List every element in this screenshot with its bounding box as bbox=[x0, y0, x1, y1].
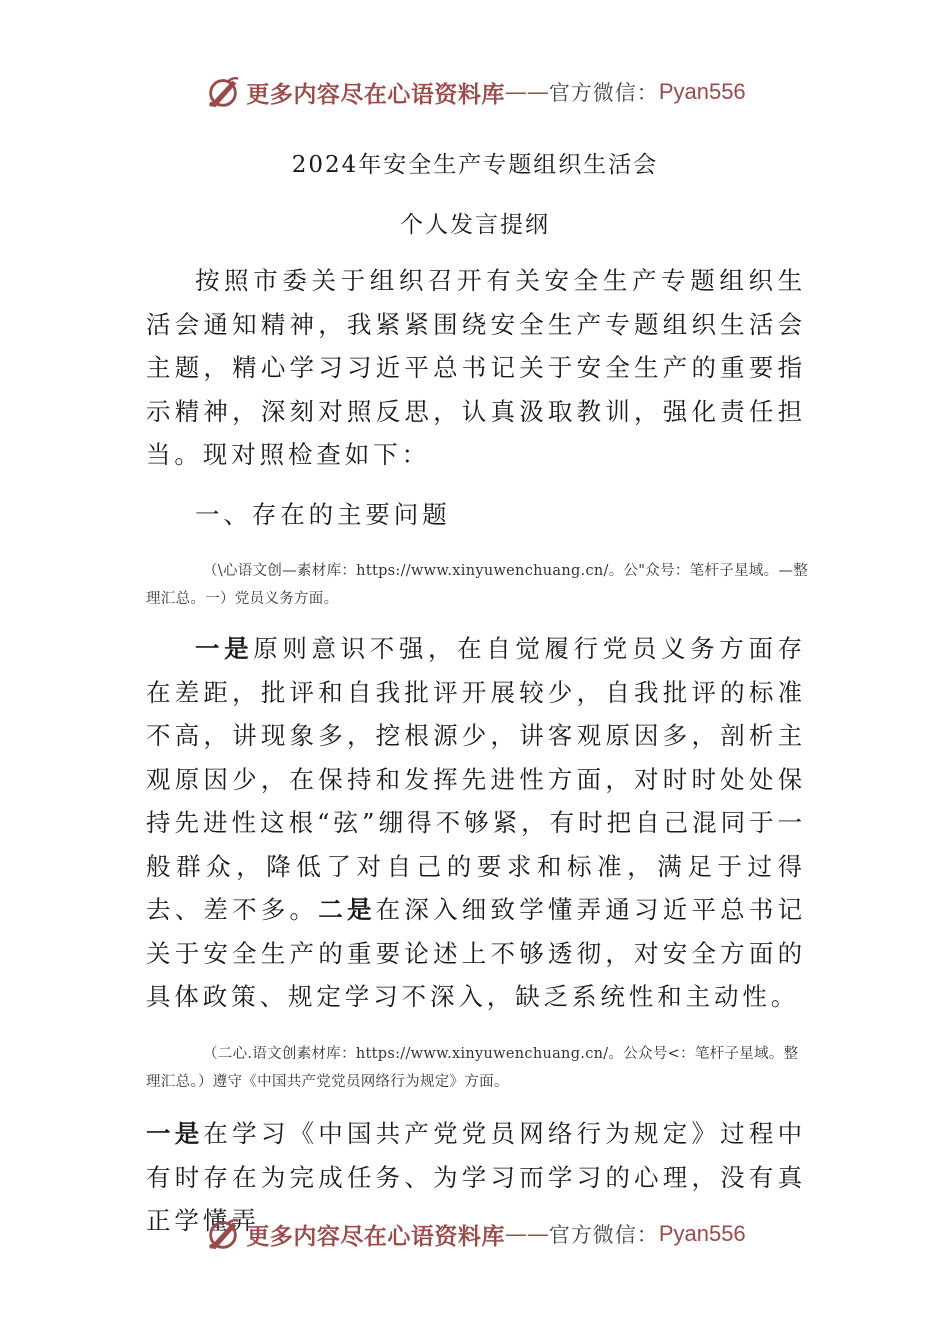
problem-text-3: 在学习《中国共产党党员网络行为规定》过程中有时存在为完成任务、为学习而学习的心理，没有真正学懂弄 bbox=[146, 1119, 806, 1235]
footer-banner bbox=[0, 1214, 950, 1254]
document-subtitle: 个人发言提纲 bbox=[400, 212, 550, 238]
banner-wechat-label: 官方微信： bbox=[548, 81, 659, 105]
stamp-logo-icon bbox=[204, 1215, 242, 1253]
document-title: 2024年安全生产专题组织生活会 bbox=[291, 152, 659, 178]
banner-wechat-id: Pyan556 bbox=[658, 1221, 746, 1246]
banner-dash: —— bbox=[504, 79, 549, 105]
problem-text-2: 在深入细致学懂弄通习近平总书记关于安全生产的重要论述上不够透彻，对安全方面的具体政策、规定学习不深入，缺乏系统性和主动性。 bbox=[146, 895, 806, 1011]
intro-paragraph: 按照市委关于组织召开有关安全生产专题组织生活会通知精神，我紧紧围绕安全生产专题组织生活会主题，精心学习习近平总书记关于安全生产的重要指示精神，深刻对照反思，认真汲取教训，强化责任担当。现对照检查如下： bbox=[146, 266, 806, 469]
section-heading: 一、存在的主要问题 bbox=[195, 500, 451, 529]
banner-wechat-label: 官方微信： bbox=[548, 1223, 659, 1247]
lead-er-shi: 二是 bbox=[318, 895, 376, 924]
banner-brand-text: 更多内容尽在心语资料库 bbox=[246, 80, 505, 108]
banner-brand-text: 更多内容尽在心语资料库 bbox=[246, 1222, 505, 1250]
banner-dash: —— bbox=[504, 1221, 549, 1247]
source-note-2: （二心.语文创素材库：https://www.xinyuwenchuang.cn/。公众号<：笔杆子星域。整理汇总。）遵守《中国共产党党员网络行为规定》方面。 bbox=[146, 1046, 799, 1090]
source-note-1: （\心语文创—素材库：https://www.xinyuwenchuang.cn/。公"众号：笔杆子星域。—整理汇总。一）党员义务方面。 bbox=[146, 563, 809, 607]
lead-yi-shi-2: 一是 bbox=[146, 1119, 204, 1148]
lead-yi-shi: 一是 bbox=[195, 634, 254, 663]
header-banner bbox=[0, 72, 950, 112]
stamp-logo-icon bbox=[204, 73, 242, 111]
problem-paragraph-1 bbox=[146, 627, 806, 1019]
problem-text-1: 原则意识不强，在自觉履行党员义务方面存在差距，批评和自我批评开展较少，自我批评的标准不高，讲现象多，挖根源少，讲客观原因多，剖析主观原因少，在保持和发挥先进性方面，对时时处处保持先进性这根“弦”绷得不够紧，有时把自己混同于一般群众，降低了对自己的要求和标准，满足于过得去、差不多。 bbox=[146, 634, 806, 924]
banner-wechat-id: Pyan556 bbox=[658, 79, 746, 104]
